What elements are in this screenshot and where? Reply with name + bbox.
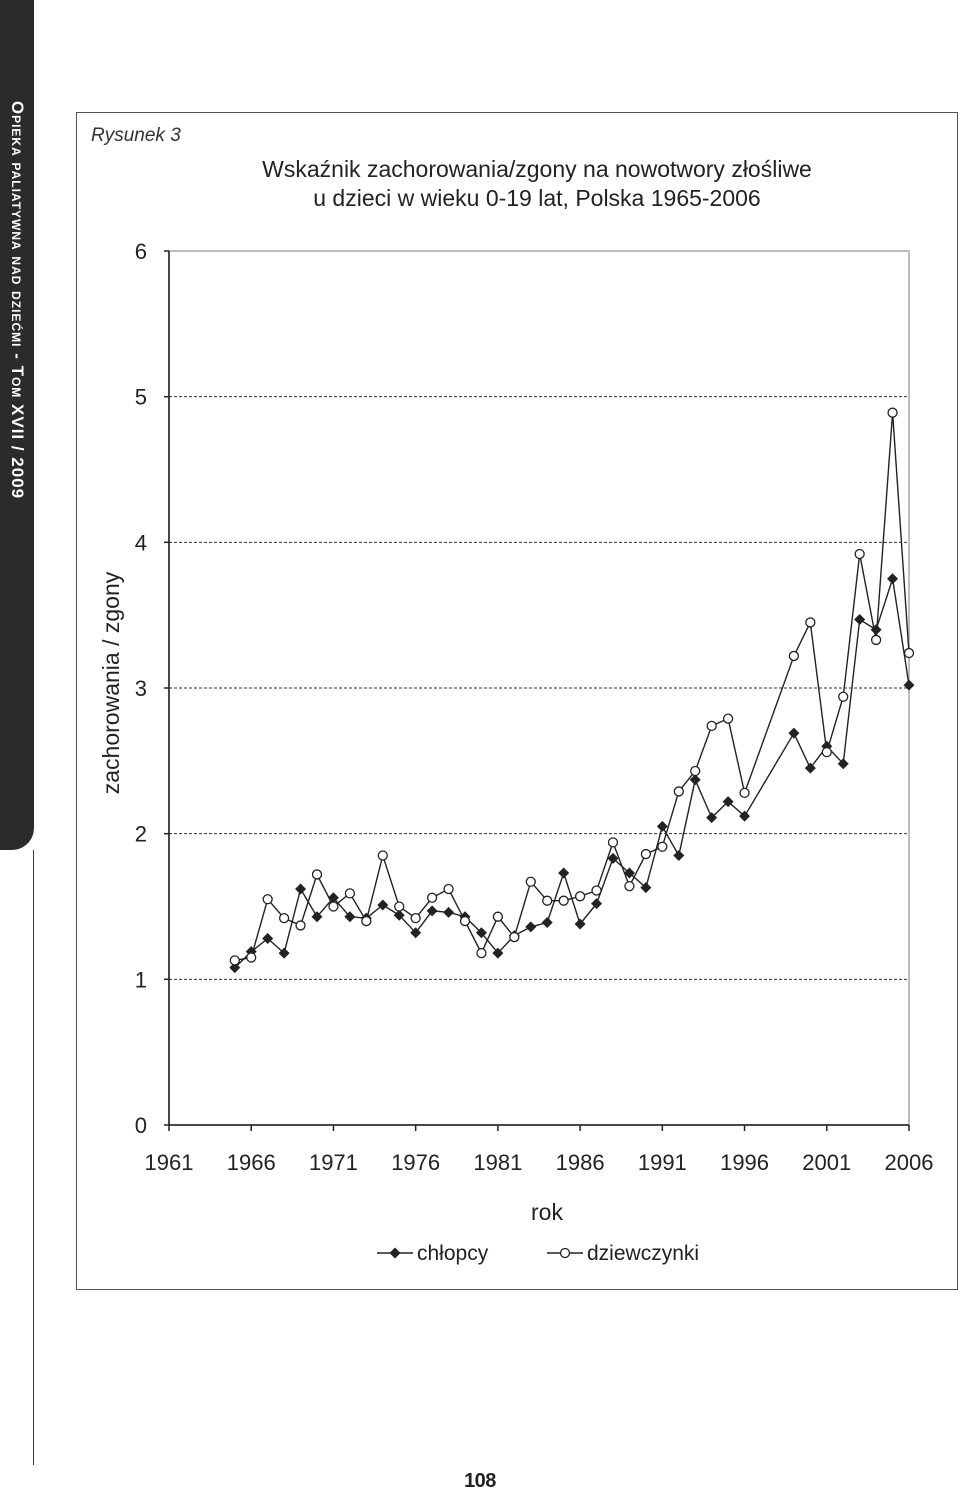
- data-point-chlopcy: [673, 850, 684, 861]
- x-tick-label: 1966: [226, 1150, 276, 1175]
- page-number: 108: [464, 1470, 496, 1492]
- data-point-dziewczynki: [724, 714, 733, 723]
- data-point-dziewczynki: [822, 748, 831, 757]
- legend-marker: [561, 1249, 570, 1258]
- figure-frame: [76, 112, 958, 1290]
- data-point-chlopcy: [443, 907, 454, 918]
- data-point-dziewczynki: [362, 917, 371, 926]
- data-point-dziewczynki: [691, 767, 700, 776]
- data-point-chlopcy: [558, 867, 569, 878]
- data-point-dziewczynki: [839, 692, 848, 701]
- series-line: [235, 413, 909, 961]
- data-point-dziewczynki: [313, 870, 322, 879]
- y-tick-label: 0: [134, 1113, 147, 1138]
- data-point-dziewczynki: [263, 895, 272, 904]
- data-point-chlopcy: [295, 884, 306, 895]
- data-point-dziewczynki: [296, 921, 305, 930]
- x-axis-label: rok: [531, 1199, 563, 1225]
- data-point-dziewczynki: [658, 842, 667, 851]
- data-point-dziewczynki: [345, 889, 354, 898]
- data-point-dziewczynki: [888, 408, 897, 417]
- data-point-dziewczynki: [740, 788, 749, 797]
- data-point-dziewczynki: [411, 914, 420, 923]
- running-title: Opieka paliatywna nad dziećmi - Tom XVII / 2009: [8, 100, 27, 500]
- data-point-dziewczynki: [592, 886, 601, 895]
- data-point-dziewczynki: [378, 851, 387, 860]
- line-chart: [77, 113, 957, 1289]
- data-point-dziewczynki: [477, 949, 486, 958]
- data-point-dziewczynki: [247, 953, 256, 962]
- data-point-chlopcy: [805, 763, 816, 774]
- data-point-dziewczynki: [461, 917, 470, 926]
- data-point-dziewczynki: [625, 882, 634, 891]
- data-point-chlopcy: [788, 728, 799, 739]
- data-point-dziewczynki: [428, 893, 437, 902]
- chart-subtitle: u dzieci w wieku 0-19 lat, Polska 1965-2006: [313, 185, 761, 211]
- data-point-dziewczynki: [905, 649, 914, 658]
- x-tick-label: 1991: [637, 1150, 687, 1175]
- data-point-dziewczynki: [329, 902, 338, 911]
- data-point-dziewczynki: [674, 787, 683, 796]
- data-point-dziewczynki: [789, 651, 798, 660]
- x-tick-label: 1976: [391, 1150, 441, 1175]
- chart-title: Wskaźnik zachorowania/zgony na nowotwory złośliwe: [262, 156, 812, 182]
- data-point-chlopcy: [525, 921, 536, 932]
- side-tab: [0, 0, 34, 850]
- x-tick-label: 2006: [884, 1150, 934, 1175]
- y-axis-label: zachorowania / zgony: [98, 571, 124, 795]
- legend-label: dziewczynki: [587, 1242, 700, 1265]
- figure-label: Rysunek 3: [91, 125, 181, 146]
- data-point-dziewczynki: [395, 902, 404, 911]
- data-point-chlopcy: [427, 905, 438, 916]
- x-tick-label: 1981: [473, 1150, 523, 1175]
- data-point-dziewczynki: [806, 618, 815, 627]
- data-point-chlopcy: [854, 614, 865, 625]
- data-point-dziewczynki: [559, 896, 568, 905]
- data-point-chlopcy: [542, 917, 553, 928]
- legend-marker: [390, 1248, 401, 1259]
- x-tick-label: 1996: [720, 1150, 770, 1175]
- data-point-dziewczynki: [230, 956, 239, 965]
- data-point-dziewczynki: [510, 933, 519, 942]
- x-tick-label: 1986: [555, 1150, 605, 1175]
- data-point-dziewczynki: [280, 914, 289, 923]
- data-point-dziewczynki: [707, 721, 716, 730]
- y-tick-label: 5: [134, 384, 147, 410]
- data-point-dziewczynki: [576, 892, 585, 901]
- data-point-chlopcy: [657, 821, 668, 832]
- data-point-dziewczynki: [543, 896, 552, 905]
- data-point-dziewczynki: [641, 850, 650, 859]
- data-point-dziewczynki: [855, 549, 864, 558]
- y-tick-label: 6: [134, 239, 147, 264]
- y-tick-label: 3: [134, 676, 147, 701]
- data-point-dziewczynki: [526, 877, 535, 886]
- data-point-dziewczynki: [444, 885, 453, 894]
- data-point-dziewczynki: [493, 912, 502, 921]
- x-tick-label: 1971: [308, 1150, 358, 1175]
- data-point-dziewczynki: [609, 838, 618, 847]
- data-point-chlopcy: [887, 573, 898, 584]
- x-tick-label: 1961: [144, 1150, 194, 1175]
- data-point-chlopcy: [904, 680, 915, 691]
- y-tick-label: 1: [134, 967, 147, 993]
- x-tick-label: 2001: [802, 1150, 852, 1175]
- legend-label: chłopcy: [417, 1242, 489, 1265]
- side-rule: [33, 850, 34, 1465]
- data-point-dziewczynki: [872, 635, 881, 644]
- y-tick-label: 2: [134, 821, 147, 847]
- y-tick-label: 4: [134, 530, 147, 556]
